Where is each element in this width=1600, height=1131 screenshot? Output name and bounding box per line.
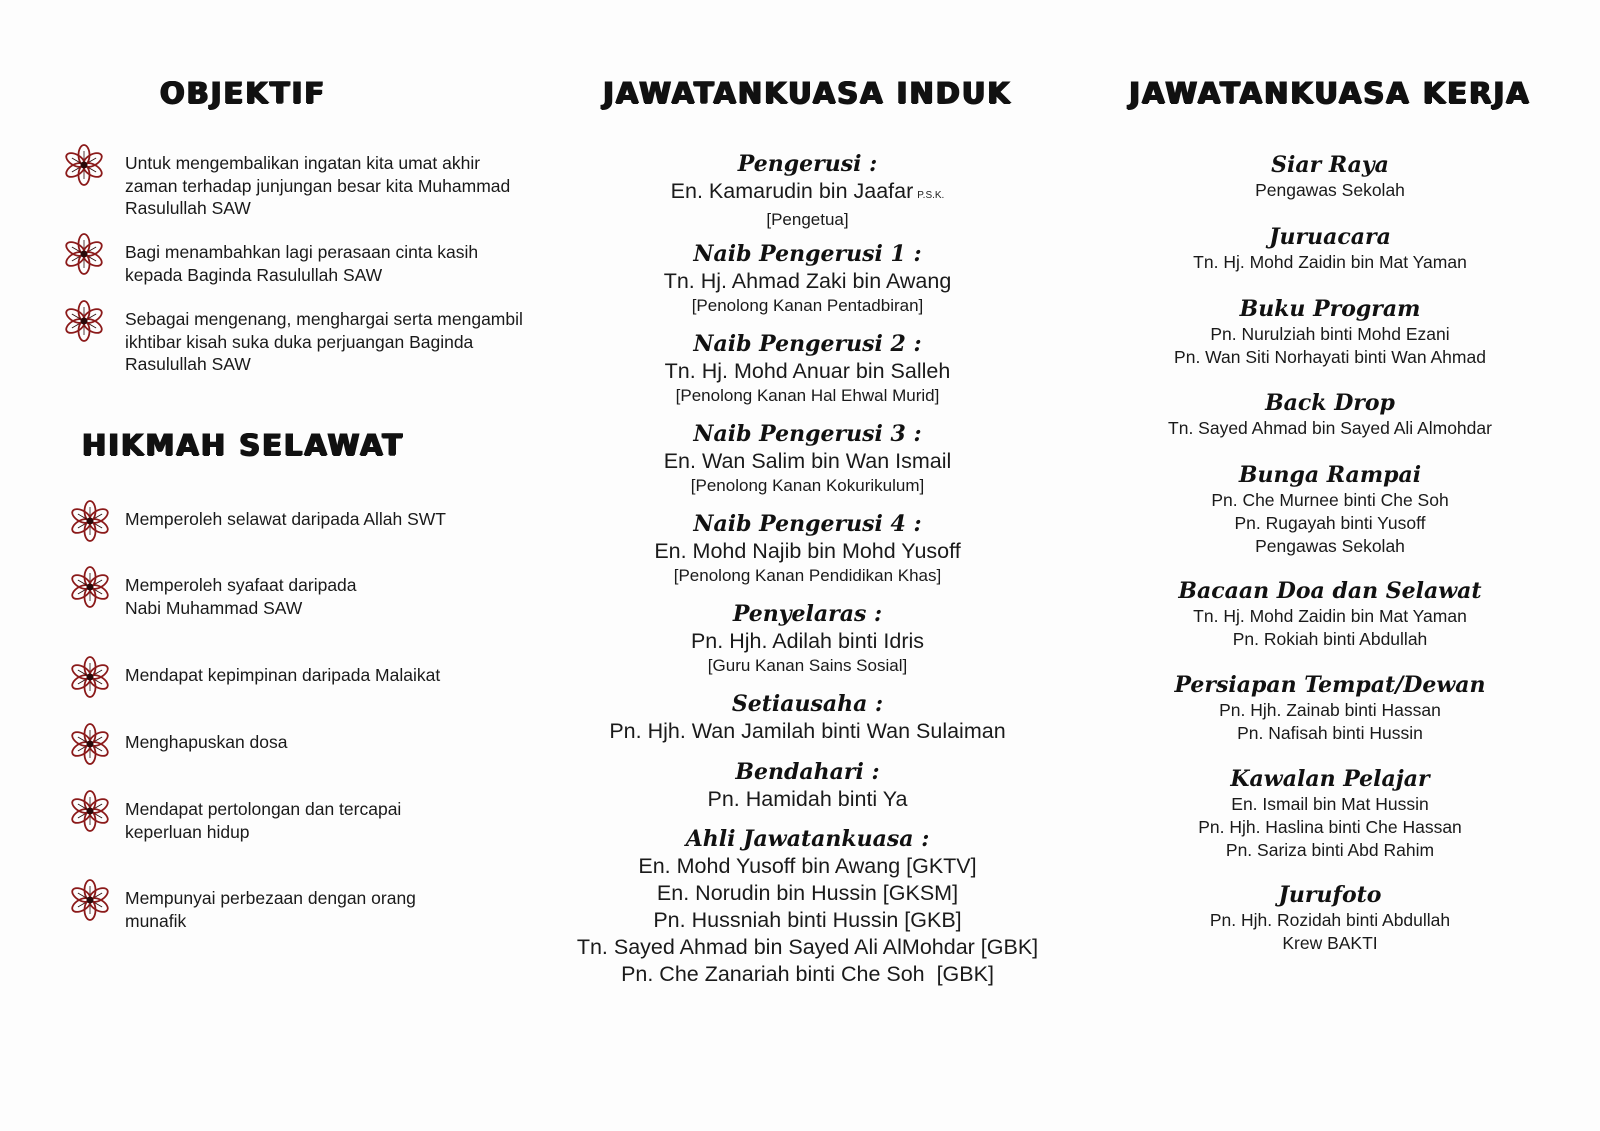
role-title: Pengerusi : <box>737 151 878 177</box>
member-name: En. Kamarudin bin Jaafar P.S.K. <box>670 179 945 203</box>
role-title: Ahli Jawatankuasa : <box>685 826 930 852</box>
hikmah-item: Mendapat kepimpinan daripada Malaikat <box>125 665 441 685</box>
induk-group <box>545 330 1070 407</box>
member-name: Pn. Hamidah binti Ya <box>707 787 908 811</box>
role-title: Bunga Rampai <box>1238 462 1422 488</box>
kerja-group <box>1085 578 1575 651</box>
role-title: Siar Raya <box>1271 152 1389 178</box>
objektif-item: Sebagai mengenang, menghargai serta mengambil ikhtibar kisah suka duka perjuangan Baginda Rasulullah SAW <box>125 309 523 374</box>
member-name: Pn. Hjh. Rozidah binti Abdullah <box>1209 910 1451 930</box>
hikmah-item: Mendapat pertolongan dan tercapai keperluan hidup <box>125 799 402 842</box>
member-name: Pn. Che Murnee binti Che Soh <box>1211 490 1449 510</box>
member-name: Pn. Nurulziah binti Mohd Ezani <box>1210 324 1450 344</box>
role-title: Naib Pengerusi 3 : <box>693 421 922 447</box>
flower-icon <box>68 878 112 922</box>
induk-heading: JAWATANKUASA INDUK <box>603 76 1012 110</box>
member-name: Pn. Sariza binti Abd Rahim <box>1225 840 1435 860</box>
member-position: [Pengetua] <box>766 210 849 229</box>
member-name: Tn. Sayed Ahmad bin Sayed Ali AlMohdar [GBK] <box>576 935 1039 959</box>
kerja-group <box>1085 882 1575 955</box>
role-title: Kawalan Pelajar <box>1230 766 1430 792</box>
member-name: En. Norudin bin Hussin [GKSM] <box>656 881 959 905</box>
member-name: En. Mohd Yusoff bin Awang [GKTV] <box>638 854 977 878</box>
member-position: [Guru Kanan Sains Sosial] <box>707 656 908 675</box>
member-name: Pn. Hjh. Adilah binti Idris <box>690 629 925 653</box>
role-title: Bendahari : <box>735 759 880 785</box>
flower-icon <box>62 299 106 343</box>
flower-icon <box>68 565 112 609</box>
objektif-item: Untuk mengembalikan ingatan kita umat akhir zaman terhadap junjungan besar kita Muhammad Rasulullah SAW <box>125 153 511 218</box>
member-position: [Penolong Kanan Hal Ehwal Murid] <box>675 386 940 405</box>
member-name: Tn. Sayed Ahmad bin Sayed Ali Almohdar <box>1168 418 1492 438</box>
flower-icon <box>68 789 112 833</box>
kerja-group <box>1085 672 1575 745</box>
kerja-group <box>1085 462 1575 558</box>
role-title: Naib Pengerusi 4 : <box>693 511 922 537</box>
induk-group <box>545 600 1070 677</box>
hikmah-item: Memperoleh syafaat daripada Nabi Muhammad SAW <box>125 575 357 618</box>
member-name: Tn. Hj. Ahmad Zaki bin Awang <box>663 269 952 293</box>
role-title: Setiausaha : <box>731 691 884 717</box>
kerja-group <box>1085 766 1575 862</box>
member-name: Pn. Hjh. Haslina binti Che Hassan <box>1198 817 1462 837</box>
role-title: Persiapan Tempat/Dewan <box>1174 672 1486 698</box>
induk-group <box>545 240 1070 317</box>
flower-icon <box>68 722 112 766</box>
role-title: Penyelaras : <box>732 601 883 627</box>
member-name: Pn. Wan Siti Norhayati binti Wan Ahmad <box>1174 347 1486 367</box>
hikmah-heading: HIKMAH SELAWAT <box>82 428 405 462</box>
member-position: [Penolong Kanan Pendidikan Khas] <box>673 566 942 585</box>
member-name: En. Wan Salim bin Wan Ismail <box>663 449 952 473</box>
induk-group <box>545 758 1070 813</box>
member-name: Pengawas Sekolah <box>1255 536 1405 556</box>
member-position: [Penolong Kanan Pentadbiran] <box>691 296 924 315</box>
hikmah-item: Mempunyai perbezaan dengan orang munafik <box>125 888 416 931</box>
member-name: Pn. Hjh. Zainab binti Hassan <box>1219 700 1441 720</box>
award-suffix: P.S.K. <box>917 190 945 201</box>
role-title: Naib Pengerusi 1 : <box>693 241 922 267</box>
member-name: Pn. Rugayah binti Yusoff <box>1234 513 1426 533</box>
kerja-heading: JAWATANKUASA KERJA <box>1129 76 1531 110</box>
induk-group <box>545 510 1070 587</box>
flower-icon <box>62 232 106 276</box>
role-title: Back Drop <box>1265 390 1395 416</box>
hikmah-item: Menghapuskan dosa <box>125 732 288 752</box>
member-name: Pn. Nafisah binti Hussin <box>1237 723 1423 743</box>
objektif-item: Bagi menambahkan lagi perasaan cinta kasih kepada Baginda Rasulullah SAW <box>125 242 479 285</box>
hikmah-item: Memperoleh selawat daripada Allah SWT <box>125 509 446 529</box>
member-name: Tn. Hj. Mohd Anuar bin Salleh <box>664 359 951 383</box>
member-name: Pengawas Sekolah <box>1255 180 1405 200</box>
flower-icon <box>62 143 106 187</box>
member-name: Tn. Hj. Mohd Zaidin bin Mat Yaman <box>1193 606 1467 626</box>
induk-group <box>545 420 1070 497</box>
member-position: [Penolong Kanan Kokurikulum] <box>690 476 925 495</box>
objektif-heading: OBJEKTIF <box>160 76 327 110</box>
member-name: Pn. Hussniah binti Hussin [GKB] <box>653 908 962 932</box>
kerja-group <box>1085 152 1575 202</box>
flower-icon <box>68 655 112 699</box>
member-name: Krew BAKTI <box>1282 933 1378 953</box>
kerja-group <box>1085 296 1575 369</box>
kerja-group <box>1085 390 1575 440</box>
member-name: En. Ismail bin Mat Hussin <box>1231 794 1429 814</box>
member-name: Pn. Hjh. Wan Jamilah binti Wan Sulaiman <box>609 719 1006 743</box>
kerja-group <box>1085 224 1575 274</box>
role-title: Jurufoto <box>1278 882 1382 908</box>
role-title: Bacaan Doa dan Selawat <box>1178 578 1482 604</box>
member-name: En. Mohd Najib bin Mohd Yusoff <box>654 539 961 563</box>
induk-group <box>545 690 1070 745</box>
role-title: Juruacara <box>1269 224 1391 250</box>
member-name: Pn. Che Zanariah binti Che Soh [GBK] <box>621 962 994 986</box>
ajk-group <box>545 825 1070 988</box>
flower-icon <box>68 499 112 543</box>
role-title: Naib Pengerusi 2 : <box>693 331 922 357</box>
member-name: Pn. Rokiah binti Abdullah <box>1232 629 1428 649</box>
role-title: Buku Program <box>1239 296 1421 322</box>
member-name: Tn. Hj. Mohd Zaidin bin Mat Yaman <box>1193 252 1467 272</box>
induk-group <box>545 150 1070 231</box>
